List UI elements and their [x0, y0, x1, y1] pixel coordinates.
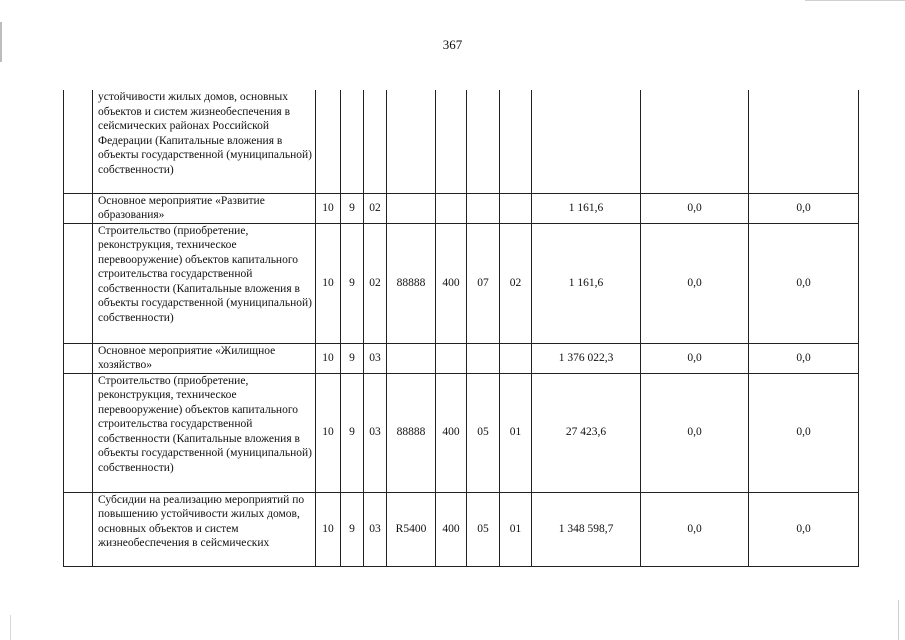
code-cell: 9: [341, 193, 364, 223]
code-cell: [436, 90, 467, 193]
amount-cell: [749, 90, 859, 193]
amount-cell: 1 161,6: [532, 193, 641, 223]
code-cell: 88888: [387, 373, 436, 492]
scan-edge-mark: [898, 600, 899, 640]
code-cell: 07: [467, 223, 500, 343]
amount-cell: 0,0: [641, 343, 749, 373]
code-cell: [500, 90, 532, 193]
code-cell: 02: [364, 193, 387, 223]
page-number: 367: [442, 37, 463, 52]
row-name: Строительство (приобретение, реконструкция, техническое перевооружение) объектов капитального строительства государственной собственности (Капитальные вложения в объекты государственной (муниципальной) собственности): [93, 223, 316, 343]
row-number-cell: [64, 343, 93, 373]
code-cell: [436, 193, 467, 223]
code-cell: 9: [341, 373, 364, 492]
code-cell: 03: [364, 343, 387, 373]
amount-cell: 0,0: [641, 193, 749, 223]
code-cell: [364, 90, 387, 193]
code-cell: [387, 343, 436, 373]
row-name: Субсидии на реализацию мероприятий по повышению устойчивости жилых домов, основных объектов и систем жизнеобеспечения в сейсмических: [93, 492, 316, 566]
code-cell: [500, 193, 532, 223]
code-cell: 9: [341, 492, 364, 566]
amount-cell: 1 348 598,7: [532, 492, 641, 566]
row-number-cell: [64, 492, 93, 566]
table-row: [64, 343, 859, 373]
row-number-cell: [64, 193, 93, 223]
code-cell: [467, 90, 500, 193]
code-cell: 10: [316, 373, 341, 492]
amount-cell: 1 376 022,3: [532, 343, 641, 373]
amount-cell: 27 423,6: [532, 373, 641, 492]
code-cell: 05: [467, 492, 500, 566]
code-cell: 10: [316, 193, 341, 223]
code-cell: 10: [316, 223, 341, 343]
amount-cell: 0,0: [749, 343, 859, 373]
code-cell: [436, 343, 467, 373]
scan-edge-mark: [10, 615, 11, 640]
amount-cell: 1 161,6: [532, 223, 641, 343]
code-cell: [341, 90, 364, 193]
code-cell: 88888: [387, 223, 436, 343]
row-number-cell: [64, 223, 93, 343]
budget-table: [63, 90, 859, 567]
code-cell: [467, 193, 500, 223]
amount-cell: [532, 90, 641, 193]
amount-cell: 0,0: [641, 373, 749, 492]
code-cell: [500, 343, 532, 373]
code-cell: [387, 193, 436, 223]
amount-cell: [641, 90, 749, 193]
amount-cell: 0,0: [641, 492, 749, 566]
row-number-cell: [64, 373, 93, 492]
code-cell: 03: [364, 492, 387, 566]
code-cell: 400: [436, 373, 467, 492]
code-cell: 10: [316, 492, 341, 566]
code-cell: R5400: [387, 492, 436, 566]
scan-edge-mark: [805, 0, 905, 1]
code-cell: 02: [500, 223, 532, 343]
row-name: Основное мероприятие «Жилищное хозяйство»: [93, 343, 316, 373]
amount-cell: 0,0: [749, 223, 859, 343]
code-cell: 05: [467, 373, 500, 492]
table-row: [64, 492, 859, 566]
table-row: [64, 193, 859, 223]
code-cell: 9: [341, 343, 364, 373]
code-cell: 400: [436, 223, 467, 343]
amount-cell: 0,0: [749, 193, 859, 223]
row-name: устойчивости жилых домов, основных объектов и систем жизнеобеспечения в сейсмических районах Российской Федерации (Капитальные вложения в объекты государственной (муниципальной) собственности): [93, 90, 316, 193]
code-cell: [387, 90, 436, 193]
code-cell: 02: [364, 223, 387, 343]
code-cell: 03: [364, 373, 387, 492]
code-cell: 01: [500, 492, 532, 566]
amount-cell: 0,0: [749, 492, 859, 566]
amount-cell: 0,0: [749, 373, 859, 492]
row-name: Основное мероприятие «Развитие образования»: [93, 193, 316, 223]
table-row: [64, 90, 859, 193]
amount-cell: 0,0: [641, 223, 749, 343]
code-cell: 10: [316, 343, 341, 373]
table-row: [64, 223, 859, 343]
code-cell: 01: [500, 373, 532, 492]
code-cell: [467, 343, 500, 373]
row-name: Строительство (приобретение, реконструкция, техническое перевооружение) объектов капитального строительства государственной собственности (Капитальные вложения в объекты государственной (муниципальной) собственности): [93, 373, 316, 492]
table-row: [64, 373, 859, 492]
code-cell: [316, 90, 341, 193]
code-cell: 9: [341, 223, 364, 343]
row-number-cell: [64, 90, 93, 193]
code-cell: 400: [436, 492, 467, 566]
